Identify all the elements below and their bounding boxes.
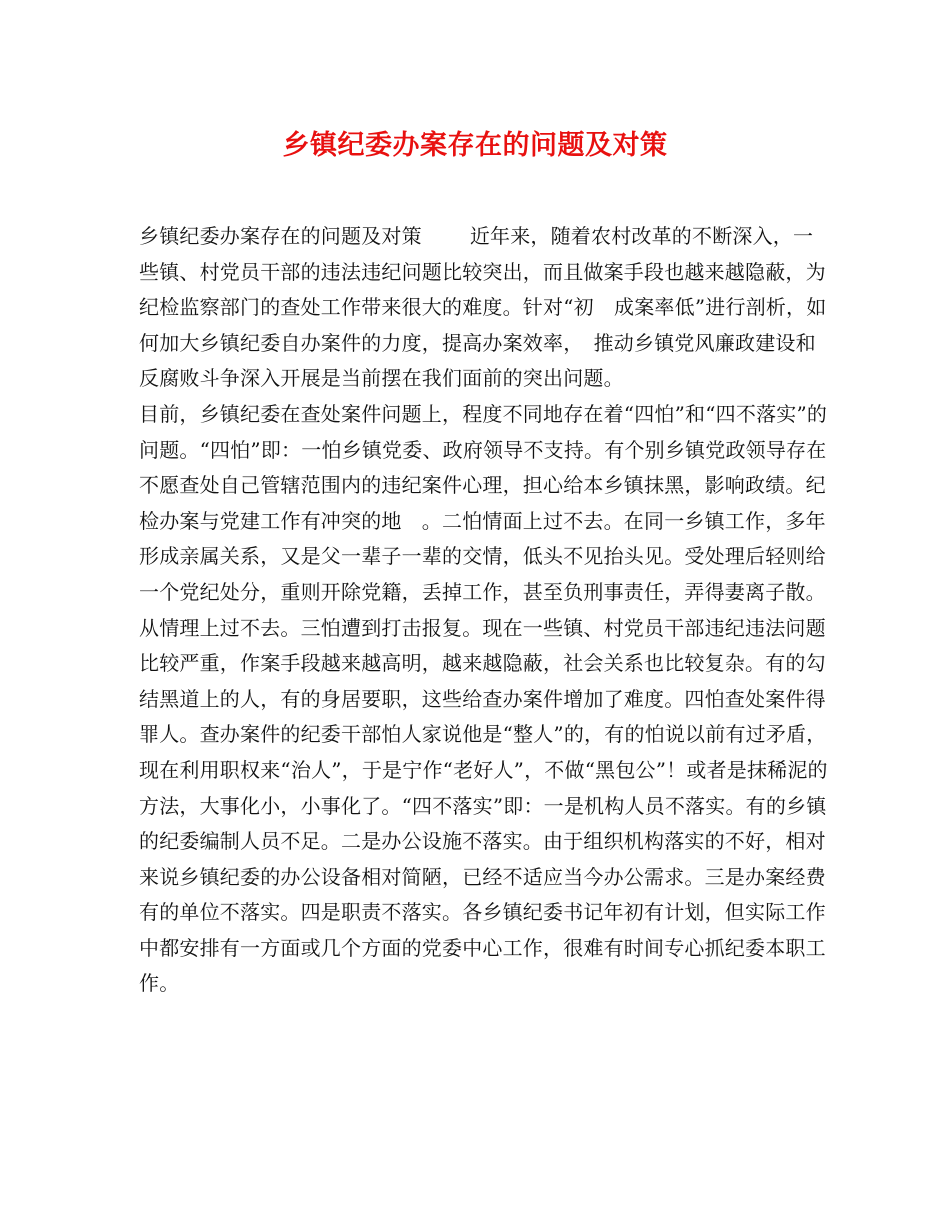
paragraph-intro-text: 近年来，随着农村改革的不断深入，一些镇、村党员干部的违法违纪问题比较突出，而且做案手段也越来越隐蔽，为纪检监察部门的查处工作带来很大的难度。针对“初 成案率低”进行剖析，如何加大乡镇纪委自办案件的力度，提高办案效率， 推动乡镇党风廉政建设和反腐败斗争深入开展是当前摆在我们面前的突出问题。 <box>139 224 827 391</box>
document-title: 乡镇纪委办案存在的问题及对策 <box>282 130 668 161</box>
paragraph-main: 目前，乡镇纪委在查处案件问题上，程度不同地存在着“四怕”和“四不落实”的问题。“四怕”即：一怕乡镇党委、政府领导不支持。有个别乡镇党政领导存在不愿查处自己管辖范围内的违纪案件心理，担心给本乡镇抹黑，影响政绩。纪检办案与党建工作有冲突的地 。二怕情面上过不去。在同一乡镇工作，多年形成亲属关系，又是父一辈子一辈的交情，低头不见抬头见。受处理后轻则给一个党纪处分，重则开除党籍，丢掉工作，甚至负刑事责任，弄得妻离子散。从情理上过不去。三怕遭到打击报复。现在一些镇、村党员干部违纪违法问题比较严重，作案手段越来越高明，越来越隐蔽，社会关系也比较复杂。有的勾结黑道上的人，有的身居要职，这些给查办案件增加了难度。四怕查处案件得罪人。查办案件的纪委干部怕人家说他是“整人”的，有的怕说以前有过矛盾，现在利用职权来“治人”，于是宁作“老好人”，不做“黑包公”！或者是抹稀泥的方法，大事化小，小事化了。“四不落实”即：一是机构人员不落实。有的乡镇的纪委编制人员不足。二是办公设施不落实。由于组织机构落实的不好，相对来说乡镇纪委的办公设备相对简陋，已经不适应当今办公需求。三是办案经费有的单位不落实。四是职责不落实。各乡镇纪委书记年初有计划，但实际工作中都安排有一方面或几个方面的党委中心工作，很难有时间专心抓纪委本职工作。 <box>139 401 828 996</box>
paragraph-lead: 乡镇纪委办案存在的问题及对策 <box>139 224 422 248</box>
paragraph-intro <box>139 219 829 397</box>
document-body <box>139 219 829 1002</box>
